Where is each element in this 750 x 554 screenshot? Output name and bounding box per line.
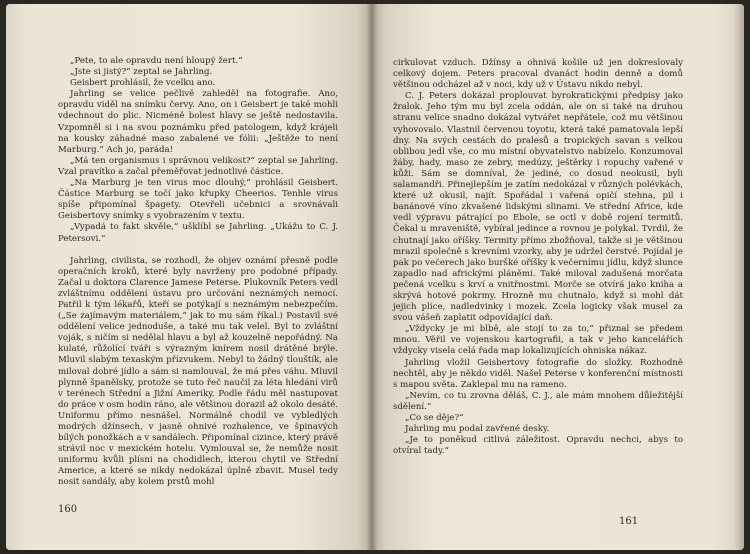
page-edge-shadow — [734, 4, 744, 550]
page-number: 161 — [619, 516, 639, 527]
paragraph: Jahrling vložil Geisbertovy fotografie do složky. Rozhodně nechtěl, aby je někdo viděl. Našel Peterse v konferenční místnosti s mapou světa. Zaklepal mu na rameno. — [393, 357, 683, 390]
page-number: 160 — [58, 504, 78, 515]
book-spread — [6, 4, 744, 550]
paragraph: „Co se děje?“ — [405, 413, 464, 423]
paragraph: Jahrling se velice pečlivě zahleděl na fotografie. Ano, opravdu viděl na snímku červy. Ano, on i Geisbert je také mohli vdechnout do plic. Nicméně bolest hlavy se ještě nedostavila. Vzpomněl si i na svou poznámku před patologem, když krájeli na kousky záhadné maso zabalené ve fólii: „Ještěže to není Marburg.“ Ach jo, paráda! — [58, 89, 338, 155]
paragraph: Geisbert prohlásil, že vcelku ano. — [70, 78, 216, 89]
paragraph: „Má ten organismus i správnou velikost?“ zeptal se Jahrling. Vzal pravítko a začal přeměřovat jednotlivé částice. — [58, 155, 338, 177]
paragraph: Jahrling, civilista, se rozhodl, že objev oznámí přesně podle operačních kroků, které byly navrženy pro podobné případy. Začal u doktora Clarence Jamese Peterse. Plukovník Peters vedl zvláštnímu oddělení ústavu pro určování neznámých nemocí. Patřil k tým lékařů, kteří se potýkají s neznámým nebezpečím. („Se zajímavým materiálem,“ jak to mu sám říkal.) Postavil své oddělení velice jednoduše, a také mu tak velel. Byl to zvláštní voják, s ničím si nedělal hlavu a byl až kouzelně nepořádný. Na kulaté, růžolící tváři s výrazným knírem nosil drátěné brýle. Mluvil slabým texaským přízvukem. Nebyl to žádný tlouštík, ale miloval dobré jídlo a sám si namlouval, že má přes váhu. Mluvil plynně španělsky, protože se tuto řeč naučil za léta hledání virů v terénech Střední a Jižní Ameriky. Podle řádu měl nastupovat do práce v osm hodin ráno, ale většinou dorazil až okolo desáté. Uniformu přímo nesnášel. Normálně chodil ve vybledlých modrých džínsech, v jasně ohnivé rozhalence, ve špinavých bílých ponožkách a v sandálech. Připomínal cizince, který právě strávil noc v mexickém hotelu. Vymlouval se, že nemůže nosit uniformu kvůli plísni na chodidlech, kterou chytil ve Střední Americe, a které se nikdy nedokázal úplně zbavit. Musel tedy nosit sandály, aby kolem prstů mohl — [58, 255, 338, 488]
paragraph: „Je to poněkud citlivá záležitost. Opravdu nechci, abys to otvíral tady.“ — [393, 435, 683, 457]
left-page-text — [58, 56, 338, 489]
right-page — [371, 4, 744, 550]
paragraph: „Nevím, co tu zrovna děláš, C. J., ale mám mnohem důležitější sdělení.“ — [393, 390, 683, 412]
paragraph: „Na Marburg je ten virus moc dlouhý,“ prohlásil Geisbert. Částice Marburg se točí jako křupky Cheerios. Tenhle virus spíše připomínal špagety. Otevřeli učebnici a srovnávali Geisbertovy snímky s vyobrazením v textu. — [58, 178, 338, 222]
right-page-text — [393, 58, 683, 457]
paragraph: C. J. Peters dokázal proplouvat byrokratickými předpisy jako žralok. Jeho tým mu byl zcela oddán, ale on si také na druhou stranu velice snadno dokázal vytvářet nepřátele, což mu většinou vyhovovalo. Vlastnil červenou toyotu, která také pamatovala lepší dny. Na svých cestách do pralesů a tropických savan s velkou oblibou jedl vše, co mu místní obyvatelstvo nabízelo. Konzumoval žáby, hady, maso ze zebry, medúzy, ještěrky i ropuchy vařené v kůži. Sám se domníval, že jediné, co dosud neokusil, byli salamandři. Přinejlepším je zatím nedokázal v různých polévkách, které už okusil, najít. Spořádal i vařená opičí stehna, pil i banánové víno zkvašené lidskými slinami. Ve střední Africe, kde vedl výpravu pátrající po Ebole, se octl v době rojení termitů. Čekal u mraveniště, vybíral jedince a rovnou je polykal. Tvrdil, že chutnají jako oříšky. Termity přímo zbožňoval, takže si je většinou mrazil společně s krevními vzorky, aby je udržel čerstvé. Pojídal je pak po večerech jako buršké oříšky k večernímu jídlu, když slunce zapadlo nad africkými pláněmi. Také miloval zadušená morčata pečená vcelku s krví a vnitřnostmi. Morče se otvírá jako kniha a skrývá hotové pokrmy. Hrozně mu chutnalo, když si mohl dát jejich plíce, nadledvinky i mozek. Zcela logicky však musel za svou vášeň zaplatit odpovídající daň. — [393, 91, 683, 324]
paragraph: „Vždycky je mi blbě, ale stojí to za to,“ přiznal se předem mnou. Věřil ve vojenskou kartografii, a tak v jeho kancelářích vždycky visela celá řada map lokalizujících ohniska nákaz. — [393, 324, 683, 357]
book-gutter — [366, 4, 378, 550]
left-page — [6, 4, 371, 550]
paragraph: cirkulovat vzduch. Džínsy a ohnivá košile už jen dokreslovaly celkový dojem. Peters pracoval dvanáct hodin denně a domů většinou odcházel až v noci, kdy už v Ústavu nikdo nebyl. — [393, 58, 683, 91]
section-break — [58, 245, 338, 256]
paragraph: Jahrling mu podal zavřené desky. — [405, 424, 550, 435]
paragraph: „Jste si jistý?“ zeptal se Jahrling. — [70, 67, 213, 78]
paragraph: „Pete, to ale opravdu není hloupý žert.“ — [70, 56, 243, 66]
paragraph: „Vypadá to fakt skvěle,“ ušklíbl se Jahrling. „Ukážu to C. J. Petersovi.“ — [58, 222, 338, 244]
